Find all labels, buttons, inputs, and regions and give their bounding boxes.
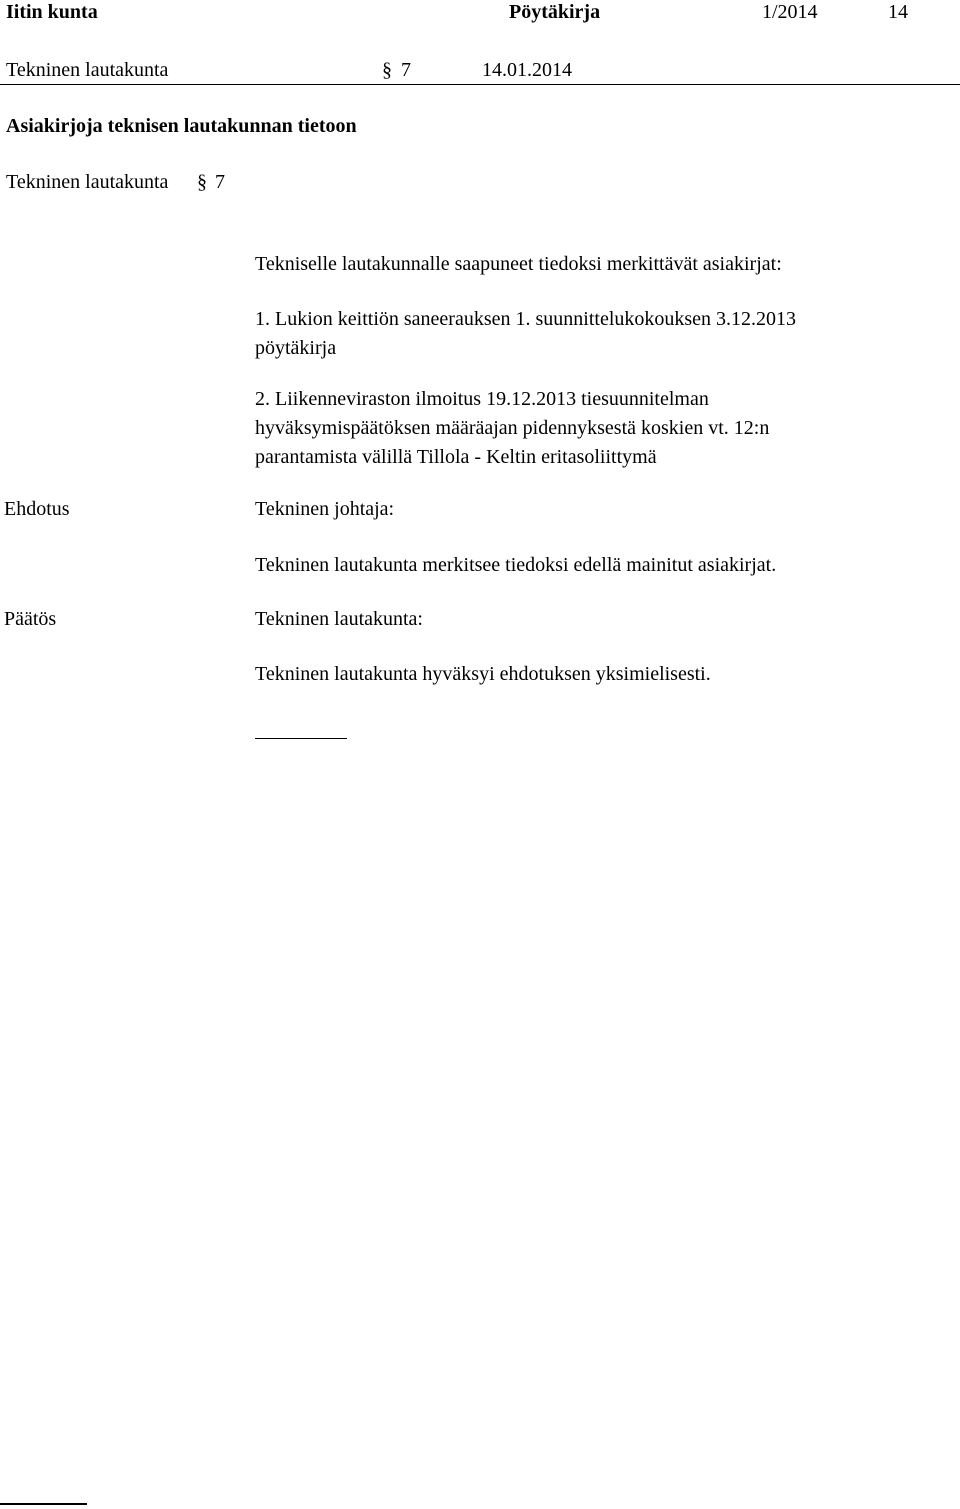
document-item-2-line-1: 2. Liikenneviraston ilmoitus 19.12.2013 tiesuunnitelman — [255, 388, 709, 410]
section-number: 7 — [401, 59, 411, 81]
board-name: Tekninen lautakunta — [6, 59, 169, 81]
footer-rule — [0, 1503, 87, 1505]
document-number: 1/2014 — [762, 1, 818, 23]
meeting-date: 14.01.2014 — [482, 59, 572, 81]
document-item-1-line-2: pöytäkirja — [255, 337, 337, 359]
reference-section-number: 7 — [215, 171, 225, 193]
section-end-rule — [255, 738, 347, 739]
page-number: 14 — [888, 1, 908, 23]
header-divider — [0, 84, 960, 85]
intro-text: Tekniselle lautakunnalle saapuneet tiedoksi merkittävät asiakirjat: — [255, 253, 782, 275]
reference-section-symbol: § — [197, 171, 207, 193]
document-item-2 — [255, 385, 769, 472]
decision-text: Tekninen lautakunta hyväksyi ehdotuksen yksimielisesti. — [255, 663, 711, 685]
decision-label: Päätös — [4, 608, 57, 630]
municipality-name: Iitin kunta — [6, 1, 98, 23]
document-item-2-line-2: hyväksymispäätöksen määräajan pidennyksestä koskien vt. 12:n — [255, 417, 770, 439]
proposal-label: Ehdotus — [4, 498, 70, 520]
document-item-1-line-1: 1. Lukion keittiön saneerauksen 1. suunnittelukokouksen 3.12.2013 — [255, 308, 797, 330]
document-item-2-line-3: parantamista välillä Tillola - Keltin eritasoliittymä — [255, 446, 657, 468]
document-type: Pöytäkirja — [509, 1, 601, 23]
decision-speaker: Tekninen lautakunta: — [255, 608, 423, 630]
section-symbol: § — [382, 59, 392, 81]
reference-board: Tekninen lautakunta — [6, 171, 169, 193]
proposal-speaker: Tekninen johtaja: — [255, 498, 395, 520]
document-item-1 — [255, 305, 796, 363]
proposal-text: Tekninen lautakunta merkitsee tiedoksi edellä mainitut asiakirjat. — [255, 554, 777, 576]
item-title: Asiakirjoja teknisen lautakunnan tietoon — [6, 115, 357, 137]
